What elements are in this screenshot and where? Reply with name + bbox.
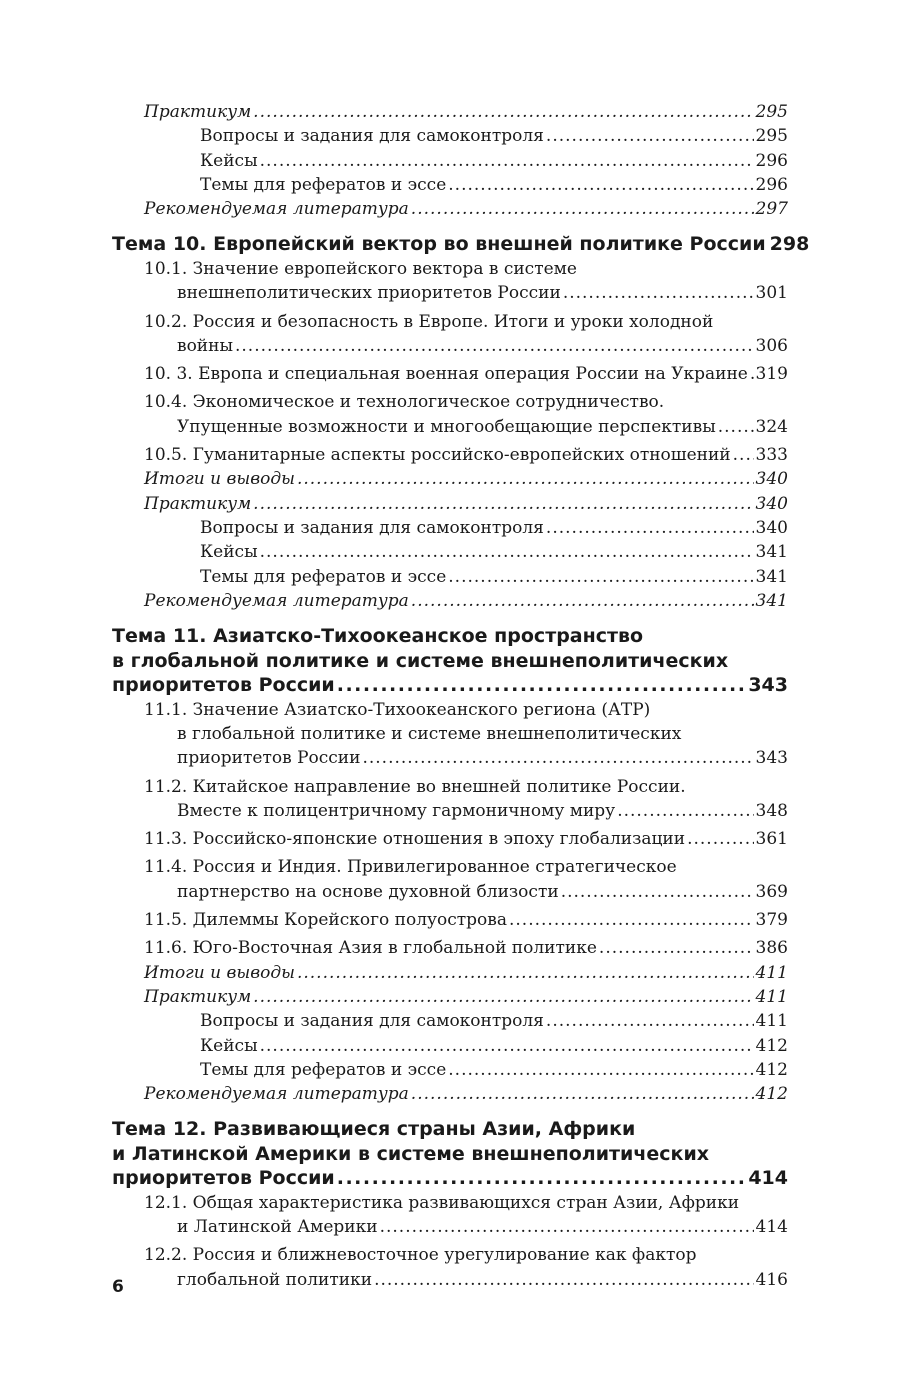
toc-entry-title: 11.4. Россия и Индия. Привилегированное стратегическое bbox=[144, 857, 677, 878]
dot-leader bbox=[374, 1268, 753, 1292]
toc-entry bbox=[144, 492, 788, 516]
toc-entry-line bbox=[144, 855, 788, 879]
toc-entry-title: приоритетов России bbox=[112, 1167, 335, 1190]
toc-entry-line bbox=[144, 985, 788, 1009]
toc-entry bbox=[144, 589, 788, 613]
toc-entry-line bbox=[112, 649, 788, 674]
toc-entry bbox=[144, 467, 788, 491]
toc-entry-line bbox=[144, 908, 788, 932]
dot-leader bbox=[297, 961, 754, 985]
toc-page-number: 306 bbox=[755, 335, 788, 356]
toc-page-number: 319 bbox=[755, 364, 788, 385]
toc-page-number: 341 bbox=[755, 542, 788, 563]
toc-entry-title: Практикум bbox=[144, 493, 252, 514]
dot-leader bbox=[750, 362, 754, 386]
toc-entry-line bbox=[144, 961, 788, 985]
toc-entry-title: Темы для рефератов и эссе bbox=[200, 1059, 447, 1080]
dot-leader bbox=[561, 880, 754, 904]
toc-page-number: 412 bbox=[755, 1059, 788, 1080]
toc-entry-title: приоритетов России bbox=[112, 674, 335, 697]
toc-entry-line bbox=[144, 1082, 788, 1106]
toc-entry bbox=[200, 173, 788, 197]
toc-entry-line bbox=[112, 1117, 788, 1142]
toc-entry-line bbox=[144, 589, 788, 613]
toc-entry-line bbox=[144, 390, 788, 414]
toc-page-number: 340 bbox=[755, 493, 788, 514]
dot-leader bbox=[260, 149, 754, 173]
toc-entry-title: и Латинской Америки в системе внешнеполитических bbox=[112, 1142, 710, 1165]
toc-entry-line bbox=[112, 1142, 788, 1167]
toc-entry-line bbox=[200, 565, 788, 589]
toc-entry-title: Вопросы и задания для самоконтроля bbox=[200, 1011, 544, 1032]
toc-entry bbox=[200, 540, 788, 564]
toc-entry-title: партнерство на основе духовной близости bbox=[177, 881, 559, 902]
toc-entry bbox=[144, 961, 788, 985]
toc-entry-title: Практикум bbox=[144, 102, 252, 122]
dot-leader bbox=[718, 415, 754, 439]
toc-page-number: 386 bbox=[755, 938, 788, 959]
toc-page-number: 297 bbox=[755, 199, 788, 220]
toc-entry-title: Рекомендуемая литература bbox=[144, 199, 409, 220]
toc-entry-line bbox=[144, 415, 788, 439]
dot-leader bbox=[337, 1166, 747, 1191]
toc-entry-title: Итоги и выводы bbox=[144, 962, 295, 983]
toc-entry-line bbox=[112, 624, 788, 649]
toc-entry-line bbox=[144, 827, 788, 851]
toc-page-number: 295 bbox=[755, 126, 788, 147]
toc-entry-line bbox=[112, 232, 810, 257]
toc-entry-title: 11.6. Юго-Восточная Азия в глобальной политике bbox=[144, 938, 597, 959]
toc-entry-line bbox=[144, 197, 788, 221]
dot-leader bbox=[253, 492, 753, 516]
toc-entry bbox=[144, 310, 788, 359]
toc-entry-line bbox=[144, 1268, 788, 1292]
toc-entry bbox=[200, 516, 788, 540]
toc-entry bbox=[200, 1034, 788, 1058]
toc-entry-line bbox=[144, 281, 788, 305]
toc-entry-line bbox=[144, 257, 788, 281]
toc-topic-heading bbox=[112, 1117, 788, 1191]
toc-entry-line bbox=[144, 722, 788, 746]
toc-entry-line bbox=[144, 936, 788, 960]
toc-entry bbox=[144, 257, 788, 306]
toc-entry-line bbox=[144, 443, 788, 467]
dot-leader bbox=[337, 673, 747, 698]
dot-leader bbox=[260, 1034, 754, 1058]
toc-page-number: 348 bbox=[755, 800, 788, 821]
toc-page-number: 414 bbox=[748, 1167, 788, 1190]
dot-leader bbox=[509, 908, 754, 932]
toc-entry-title: 11.5. Дилеммы Корейского полуострова bbox=[144, 910, 507, 931]
toc-entry bbox=[144, 985, 788, 1009]
toc-page-number: 324 bbox=[755, 416, 788, 437]
toc-entry-title: приоритетов России bbox=[177, 748, 361, 769]
toc-page-number: 341 bbox=[755, 566, 788, 587]
dot-leader bbox=[380, 1215, 754, 1239]
toc-entry-title: внешнеполитических приоритетов России bbox=[177, 283, 561, 304]
toc-page-number: 296 bbox=[755, 150, 788, 171]
toc-entry-title: 10.5. Гуманитарные аспекты российско-европейских отношений bbox=[144, 445, 731, 466]
toc-entry-title: Упущенные возможности и многообещающие перспективы bbox=[177, 416, 716, 437]
toc-entry-title: Кейсы bbox=[200, 542, 258, 563]
toc-page-number: 296 bbox=[755, 174, 788, 195]
toc-entry-line bbox=[200, 516, 788, 540]
toc-page-number: 333 bbox=[755, 445, 788, 466]
toc-entry bbox=[200, 1009, 788, 1033]
dot-leader bbox=[411, 589, 754, 613]
toc-entry-title: войны bbox=[177, 335, 233, 356]
toc-entry-line bbox=[200, 1058, 788, 1082]
dot-leader bbox=[448, 1058, 753, 1082]
toc-entry-title: 11.3. Российско-японские отношения в эпоху глобализации bbox=[144, 829, 686, 850]
toc-page-number: 414 bbox=[755, 1217, 788, 1238]
toc-page-number: 361 bbox=[755, 829, 788, 850]
toc-page-number: 411 bbox=[755, 986, 788, 1007]
toc-page-number: 343 bbox=[755, 748, 788, 769]
toc-entry-title: 10.4. Экономическое и технологическое сотрудничество. bbox=[144, 392, 665, 413]
table-of-contents bbox=[112, 100, 810, 1292]
toc-entry-title: 11.1. Значение Азиатско-Тихоокеанского региона (АТР) bbox=[144, 699, 651, 720]
dot-leader bbox=[733, 443, 754, 467]
toc-entry bbox=[144, 936, 788, 960]
toc-entry-line bbox=[144, 775, 788, 799]
toc-page-number: 369 bbox=[755, 881, 788, 902]
dot-leader bbox=[253, 985, 753, 1009]
toc-entry-title: Вопросы и задания для самоконтроля bbox=[200, 517, 544, 538]
toc-page-number: 412 bbox=[755, 1084, 788, 1105]
toc-page-number: 416 bbox=[755, 1269, 788, 1290]
toc-entry-line bbox=[144, 698, 788, 722]
toc-entry-line bbox=[144, 310, 788, 334]
toc-entry bbox=[200, 124, 788, 148]
toc-entry-line bbox=[144, 100, 788, 124]
toc-entry-line bbox=[200, 1034, 788, 1058]
toc-page-number: 412 bbox=[755, 1035, 788, 1056]
toc-page-number: 341 bbox=[755, 590, 788, 611]
toc-entry-line bbox=[112, 1166, 788, 1191]
toc-entry bbox=[144, 698, 788, 771]
toc-entry bbox=[200, 1058, 788, 1082]
toc-page-number: 343 bbox=[748, 674, 788, 697]
toc-entry-title: Итоги и выводы bbox=[144, 469, 295, 490]
toc-entry bbox=[144, 362, 788, 386]
toc-page-number: 340 bbox=[755, 469, 788, 490]
dot-leader bbox=[546, 124, 754, 148]
toc-entry-title: 12.2. Россия и ближневосточное урегулирование как фактор bbox=[144, 1245, 697, 1266]
dot-leader bbox=[297, 467, 754, 491]
toc-entry bbox=[200, 565, 788, 589]
toc-entry-title: Кейсы bbox=[200, 150, 258, 171]
toc-entry-line bbox=[144, 334, 788, 358]
toc-entry-title: 10. 3. Европа и специальная военная операция России на Украине bbox=[144, 364, 748, 385]
toc-page-number: 411 bbox=[755, 1011, 788, 1032]
toc-entry-title: Темы для рефератов и эссе bbox=[200, 566, 447, 587]
dot-leader bbox=[235, 334, 754, 358]
toc-entry-line bbox=[144, 1243, 788, 1267]
page-number: 6 bbox=[112, 1277, 124, 1297]
toc-entry-line bbox=[144, 1191, 788, 1215]
toc-entry bbox=[144, 855, 788, 904]
toc-entry-line bbox=[144, 362, 788, 386]
toc-entry-line bbox=[112, 673, 788, 698]
toc-entry-title: Рекомендуемая литература bbox=[144, 590, 409, 611]
toc-entry bbox=[144, 1243, 788, 1292]
toc-topic-heading bbox=[112, 232, 810, 257]
dot-leader bbox=[362, 746, 753, 770]
toc-topic-heading bbox=[112, 624, 788, 698]
toc-page-number: 295 bbox=[755, 102, 788, 122]
dot-leader bbox=[546, 1009, 754, 1033]
toc-entry bbox=[144, 1191, 788, 1240]
dot-leader bbox=[599, 936, 754, 960]
toc-entry-title: Вопросы и задания для самоконтроля bbox=[200, 126, 544, 147]
toc-entry-title: 10.1. Значение европейского вектора в системе bbox=[144, 258, 577, 279]
toc-entry-title: Тема 10. Европейский вектор во внешней политике России bbox=[112, 233, 766, 256]
toc-entry bbox=[144, 197, 788, 221]
toc-entry bbox=[144, 827, 788, 851]
toc-page-number: 301 bbox=[755, 283, 788, 304]
dot-leader bbox=[546, 516, 754, 540]
toc-page-number: 411 bbox=[755, 962, 788, 983]
dot-leader bbox=[411, 197, 754, 221]
toc-entry bbox=[144, 443, 788, 467]
toc-entry-title: 12.1. Общая характеристика развивающихся стран Азии, Африки bbox=[144, 1192, 740, 1213]
toc-entry-title: и Латинской Америки bbox=[177, 1217, 378, 1238]
dot-leader bbox=[260, 540, 754, 564]
toc-entry-title: в глобальной политике и системе внешнеполитических bbox=[177, 723, 682, 744]
toc-page-number: 340 bbox=[755, 517, 788, 538]
dot-leader bbox=[253, 100, 753, 124]
toc-entry-title: Темы для рефератов и эссе bbox=[200, 174, 447, 195]
dot-leader bbox=[563, 281, 754, 305]
toc-entry-line bbox=[200, 124, 788, 148]
toc-entry-line bbox=[200, 149, 788, 173]
toc-entry bbox=[144, 775, 788, 824]
toc-entry bbox=[144, 390, 788, 439]
toc-entry-title: Вместе к полицентричному гармоничному миру bbox=[177, 800, 616, 821]
toc-entry-title: 10.2. Россия и безопасность в Европе. Итоги и уроки холодной bbox=[144, 311, 714, 332]
toc-entry-title: глобальной политики bbox=[177, 1269, 373, 1290]
toc-entry-line bbox=[144, 880, 788, 904]
dot-leader bbox=[617, 799, 753, 823]
toc-page-number: 379 bbox=[755, 910, 788, 931]
toc-entry-title: Тема 12. Развивающиеся страны Азии, Африки bbox=[112, 1118, 636, 1141]
dot-leader bbox=[448, 565, 753, 589]
toc-page-number: 298 bbox=[769, 233, 810, 256]
toc-entry-line bbox=[144, 746, 788, 770]
dot-leader bbox=[411, 1082, 754, 1106]
toc-entry-title: в глобальной политике и системе внешнеполитических bbox=[112, 649, 729, 672]
toc-entry-title: Рекомендуемая литература bbox=[144, 1084, 409, 1105]
toc-entry bbox=[200, 149, 788, 173]
toc-entry-line bbox=[200, 540, 788, 564]
toc-entry-line bbox=[144, 492, 788, 516]
toc-entry bbox=[144, 100, 788, 124]
toc-entry-title: Тема 11. Азиатско-Тихоокеанское пространство bbox=[112, 625, 644, 648]
toc-entry bbox=[144, 1082, 788, 1106]
toc-entry-line bbox=[144, 467, 788, 491]
dot-leader bbox=[687, 827, 753, 851]
toc-entry-line bbox=[144, 1215, 788, 1239]
toc-entry-title: 11.2. Китайское направление во внешней политике России. bbox=[144, 776, 686, 797]
dot-leader bbox=[448, 173, 753, 197]
toc-entry-title: Кейсы bbox=[200, 1035, 258, 1056]
toc-entry-line bbox=[144, 799, 788, 823]
toc-entry-line bbox=[200, 1009, 788, 1033]
toc-entry bbox=[144, 908, 788, 932]
toc-entry-line bbox=[200, 173, 788, 197]
toc-entry-title: Практикум bbox=[144, 986, 252, 1007]
